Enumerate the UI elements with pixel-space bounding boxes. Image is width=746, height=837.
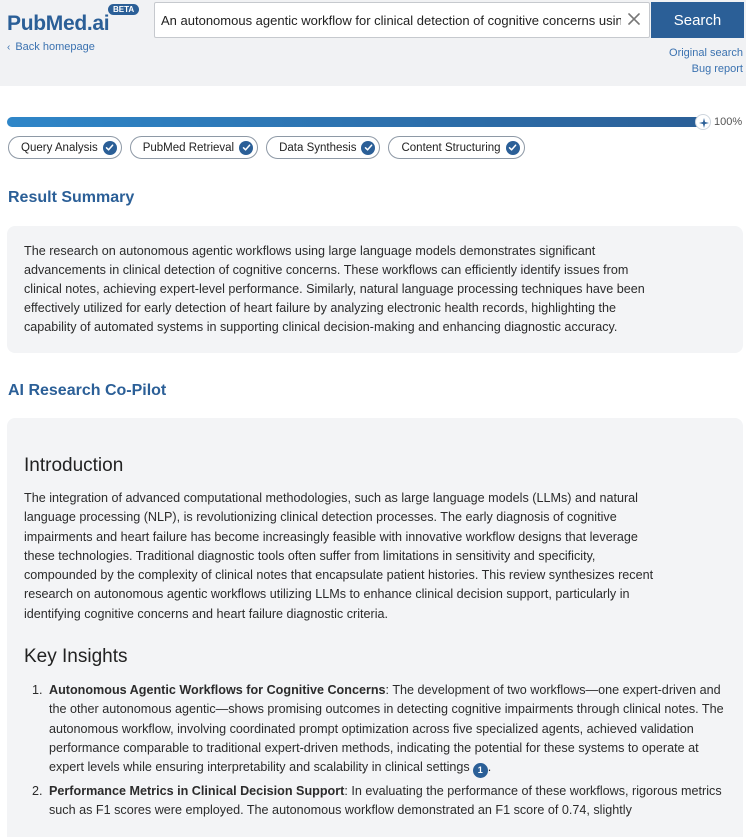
check-icon: [103, 141, 117, 155]
step-chip: [266, 136, 380, 159]
insight-text: : The development of two workflows—one expert-driven and the other autonomous agentic—shows promising outcomes in detecting cognitive impairments through clinical notes. The autonomous workflow, involving coordinated prompt optimization across five specialized agents, achieved validation performance comparable to traditional expert-driven methods, indicating the potential for these systems to operate at expert levels while ensuring interpretability and scalability in clinical settings: [49, 683, 724, 775]
intro-line: language processing (NLP), is revolutionizing clinical detection processes. The early diagnosis of cognitive: [24, 510, 617, 525]
insight-title: Performance Metrics in Clinical Decision Support: [49, 784, 345, 799]
step-label: PubMed Retrieval: [142, 141, 235, 154]
bug-report-link[interactable]: Bug report: [691, 63, 743, 75]
summary-line: capability of automated systems in supporting clinical decision-making and enhancing diagnostic accuracy.: [24, 320, 618, 334]
insight-number: 1.: [32, 683, 43, 697]
search-box: [154, 2, 650, 38]
check-icon: [506, 141, 520, 155]
intro-line: research on autonomous agentic workflows utilizing LLMs to enhance clinical decision support, particularly in: [24, 587, 630, 602]
copilot-heading: AI Research Co-Pilot: [8, 382, 167, 399]
step-chips: [8, 136, 525, 159]
step-label: Content Structuring: [401, 141, 501, 154]
step-chip: [130, 136, 258, 159]
step-chip: [8, 136, 122, 159]
progress-percent: 100%: [714, 116, 743, 128]
insight-end: .: [487, 760, 492, 775]
logo-suffix: .ai: [86, 12, 110, 35]
sparkle-icon: [695, 114, 711, 130]
insight-item: [24, 782, 729, 821]
insight-item: [24, 681, 729, 778]
check-icon: [239, 141, 253, 155]
key-insights-heading: Key Insights: [24, 646, 128, 667]
summary-line: clinical notes, achieving expert-level performance. Similarly, natural language processing techniques have been: [24, 282, 645, 296]
introduction-heading: Introduction: [24, 455, 124, 476]
chevron-left-icon: ‹: [7, 42, 11, 53]
summary-line: The research on autonomous agentic workflows using large language models demonstrates significant: [24, 244, 596, 258]
progress-fill: [7, 117, 708, 127]
intro-line: compounded by the complexity of clinical notes that encapsulate patient histories. This review synthesizes recent: [24, 568, 654, 583]
original-search-link[interactable]: Original search: [669, 47, 743, 59]
top-bar: [0, 0, 746, 86]
result-summary-card: [7, 226, 743, 353]
intro-line: The integration of advanced computational methodologies, such as large language models (LLMs) and natural: [24, 491, 638, 505]
intro-line: identifying cognitive concerns and heart failure diagnostic criteria.: [24, 606, 389, 621]
citation-badge[interactable]: 1: [473, 763, 488, 778]
logo-text: PubMed: [7, 12, 87, 35]
pubmed-ai-logo[interactable]: [7, 12, 109, 36]
search-input[interactable]: [161, 3, 621, 37]
copilot-card: [7, 418, 743, 837]
result-summary-heading: Result Summary: [8, 189, 135, 206]
close-icon[interactable]: [627, 12, 641, 26]
side-links: [669, 45, 743, 77]
step-label: Query Analysis: [21, 141, 98, 154]
check-icon: [361, 141, 375, 155]
search-button[interactable]: Search: [651, 2, 744, 38]
key-insights-list: [24, 681, 729, 825]
back-homepage-link[interactable]: [7, 41, 95, 53]
back-homepage-label: Back homepage: [15, 41, 95, 53]
step-label: Data Synthesis: [279, 141, 357, 154]
intro-line: these technologies. Traditional diagnostic tools often suffer from limitations in sensitivity and specificity,: [24, 548, 596, 563]
summary-line: advancements in clinical detection of cognitive concerns. These workflows can efficiently identify issues from: [24, 263, 629, 277]
insight-text: : In evaluating the performance of these workflows, rigorous metrics such as F1 scores were employed. The autonomous workflow demonstrated an F1 score of 0.74, slightly: [49, 784, 722, 818]
step-chip: [388, 136, 524, 159]
introduction-paragraph: [24, 489, 724, 624]
beta-badge: BETA: [108, 4, 139, 15]
insight-title: Autonomous Agentic Workflows for Cognitive Concerns: [49, 683, 386, 697]
insight-number: 2.: [32, 784, 43, 799]
summary-line: effectively utilized for early detection of heart failure by analyzing electronic health records, highlighting the: [24, 301, 617, 315]
progress-bar: [7, 117, 708, 127]
intro-line: impairments and heart failure has become increasingly feasible with innovative workflow designs that leverage: [24, 529, 638, 544]
